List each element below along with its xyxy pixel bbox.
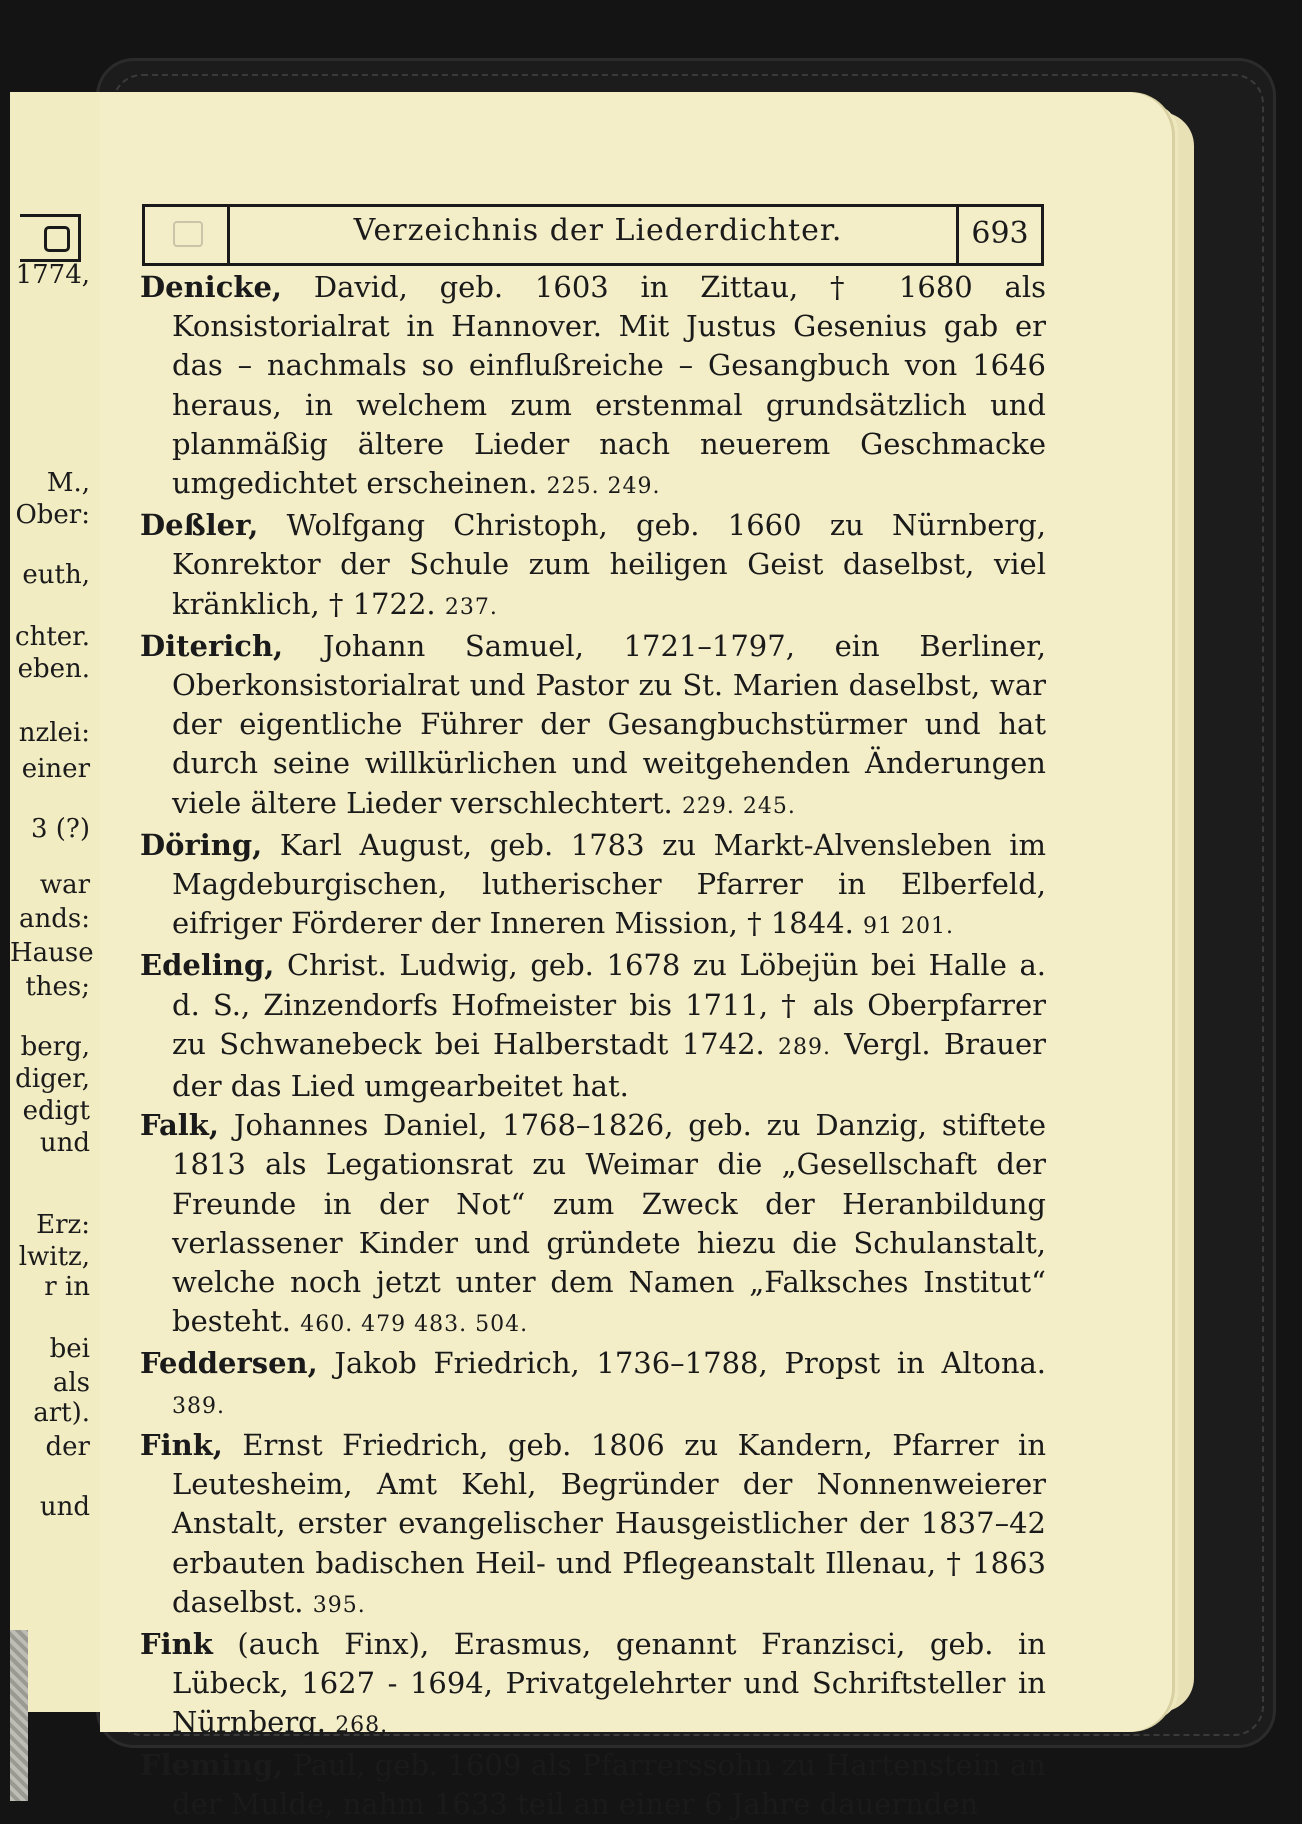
left-fragment: berg, <box>20 1032 90 1062</box>
left-fragment: und <box>39 1492 90 1522</box>
entry-name: Feddersen, <box>140 1346 318 1381</box>
left-fragment: 1774, <box>15 260 90 290</box>
entry-text: Paul, geb. 1609 als Pfarrerssohn zu Hartenstein an der Mulde, nahm 1633 teil an einer 6 Jahre dauernden <box>172 1747 1046 1821</box>
entry-diterich <box>140 627 1046 826</box>
entry-text: (auch Finx), Erasmus, genannt Franzisci, geb. in Lübeck, 1627 - 1694, Privatgelehrter und Schriftsteller in Nürnberg. <box>172 1626 1046 1740</box>
entry-name: Fleming, <box>140 1747 284 1782</box>
left-fragment: als <box>52 1368 90 1398</box>
entry-text: Johannes Daniel, 1768–1826, geb. zu Danzig, stiftete 1813 als Legationsrat zu Weimar die „Gesellschaft der Freunde in der Not“ zum Zweck der Heranbildung verlassener Kinder und gründete hiezu die Schulanstalt, welche noch jetzt unter dem Namen „Falksches Institut“ besteht. <box>172 1108 1046 1339</box>
left-fragment: ands: <box>19 904 90 934</box>
left-fragment: bei <box>49 1334 90 1364</box>
entry-name: Falk, <box>140 1108 219 1143</box>
left-fragment: lwitz, <box>18 1242 90 1272</box>
entry-fleming <box>140 1746 1046 1824</box>
left-fragment: chter. <box>15 622 90 652</box>
entry-text: David, geb. 1603 in Zittau, † 1680 als Konsistorialrat in Hannover. Mit Justus Gesenius gab er das – nachmals so einflußreiche – Gesangbuch von 1646 heraus, in welchem zum erstenmal grundsätzlich und planmäßig ältere Lieder nach neuerem Geschmacke umgedichtet erscheinen. <box>172 270 1046 501</box>
entry-name: Döring, <box>140 827 263 862</box>
entry-name: Denicke, <box>140 270 282 304</box>
entry-text: Jakob Friedrich, 1736–1788, Propst in Altona. <box>334 1346 1047 1381</box>
right-page <box>100 92 1172 1821</box>
entry-name: Diterich, <box>140 628 284 663</box>
entry-text: Johann Samuel, 1721–1797, ein Berliner, Oberkonsistorialrat und Pastor zu St. Marien daselbst, war der eigentliche Führer der Gesangbuchstürmer und hat durch seine willkürlichen und weitgehenden Änderungen viele ältere Lieder verschlechtert. <box>172 628 1047 820</box>
header-box <box>142 207 230 263</box>
left-fragment: nzlei: <box>18 718 90 748</box>
left-fragment: art). <box>33 1398 90 1428</box>
left-fragment: diger, <box>15 1064 90 1094</box>
bookmark-ribbon <box>10 1630 28 1801</box>
entry-name: Fink, <box>140 1427 223 1462</box>
entry-text: Christ. Ludwig, geb. 1678 zu Löbejün bei Halle a. d. S., Zinzendorfs Hofmeister bis 1711, † als Oberpfarrer zu Schwanebeck bei Halberstadt 1742. <box>172 948 1047 1061</box>
entry-falk <box>140 1106 1046 1344</box>
left-fragment: thes; <box>25 972 90 1002</box>
entry-list <box>140 268 1046 1824</box>
entry-text: Ernst Friedrich, geb. 1806 zu Kandern, Pfarrer in Leutesheim, Amt Kehl, Begründer der Nonnenweierer Anstalt, erster evangelischer Hausgeistlicher der 1837–42 erbauten badischen Heil- und Pflegeanstalt Illenau, † 1863 daselbst. <box>172 1427 1047 1619</box>
left-header-box <box>20 214 81 262</box>
left-fragment: Erz: <box>36 1210 90 1240</box>
left-fragment: Ober: <box>15 500 90 530</box>
left-page <box>10 92 105 1712</box>
entry-tail: Vergl. Brauer der das Lied umgearbeitet hat. <box>172 1026 1046 1104</box>
left-fragment: Hause <box>10 938 94 968</box>
entry-fink-erasmus <box>140 1625 1046 1746</box>
entry-text: Karl August, geb. 1783 zu Markt-Alvensleben im Magdeburgischen, lutherischer Pfarrer in Elberfeld, eifriger Förderer der Inneren Mission, † 1844. <box>172 827 1047 941</box>
entry-name: Deßler, <box>140 508 259 543</box>
entry-refs: 395. <box>312 1592 366 1618</box>
entry-refs: 268. <box>335 1713 389 1739</box>
entry-text: Wolfgang Christoph, geb. 1660 zu Nürnberg, Konrektor der Schule zum heiligen Geist daselbst, viel kränklich, † 1722. <box>172 508 1047 621</box>
entry-dessler <box>140 506 1046 627</box>
entry-refs: 389. <box>172 1393 225 1419</box>
page-number: 693 <box>956 207 1044 263</box>
left-fragment: einer <box>21 754 90 784</box>
left-fragment: r in <box>44 1272 90 1302</box>
entry-name: Edeling, <box>140 948 275 983</box>
entry-denicke <box>140 268 1046 506</box>
entry-refs: 460. 479 483. 504. <box>300 1312 529 1338</box>
entry-fink-ernst <box>140 1426 1046 1625</box>
left-fragment: euth, <box>22 560 90 590</box>
page-header <box>142 204 1044 266</box>
left-fragment: war <box>39 870 90 900</box>
running-title: Verzeichnis der Liederdichter. <box>353 213 843 248</box>
entry-edeling <box>140 946 1046 1106</box>
entry-name: Fink <box>140 1626 213 1661</box>
left-fragment: M., <box>46 468 90 498</box>
left-fragment: und <box>39 1128 90 1158</box>
entry-refs: 289. <box>777 1034 831 1060</box>
left-fragment: eben. <box>17 654 90 684</box>
square-icon <box>44 226 70 252</box>
left-fragment: der <box>45 1432 90 1462</box>
entry-doering <box>140 826 1046 947</box>
entry-refs: 229. 245. <box>681 793 796 819</box>
left-fragment: edigt <box>22 1096 90 1126</box>
entry-refs: 237. <box>444 594 498 620</box>
entry-refs: 225. 249. <box>546 474 661 500</box>
faint-square-icon <box>173 221 203 247</box>
entry-refs: 91 201. <box>863 914 955 940</box>
entry-feddersen <box>140 1344 1046 1425</box>
left-fragment: 3 (?) <box>30 814 90 844</box>
